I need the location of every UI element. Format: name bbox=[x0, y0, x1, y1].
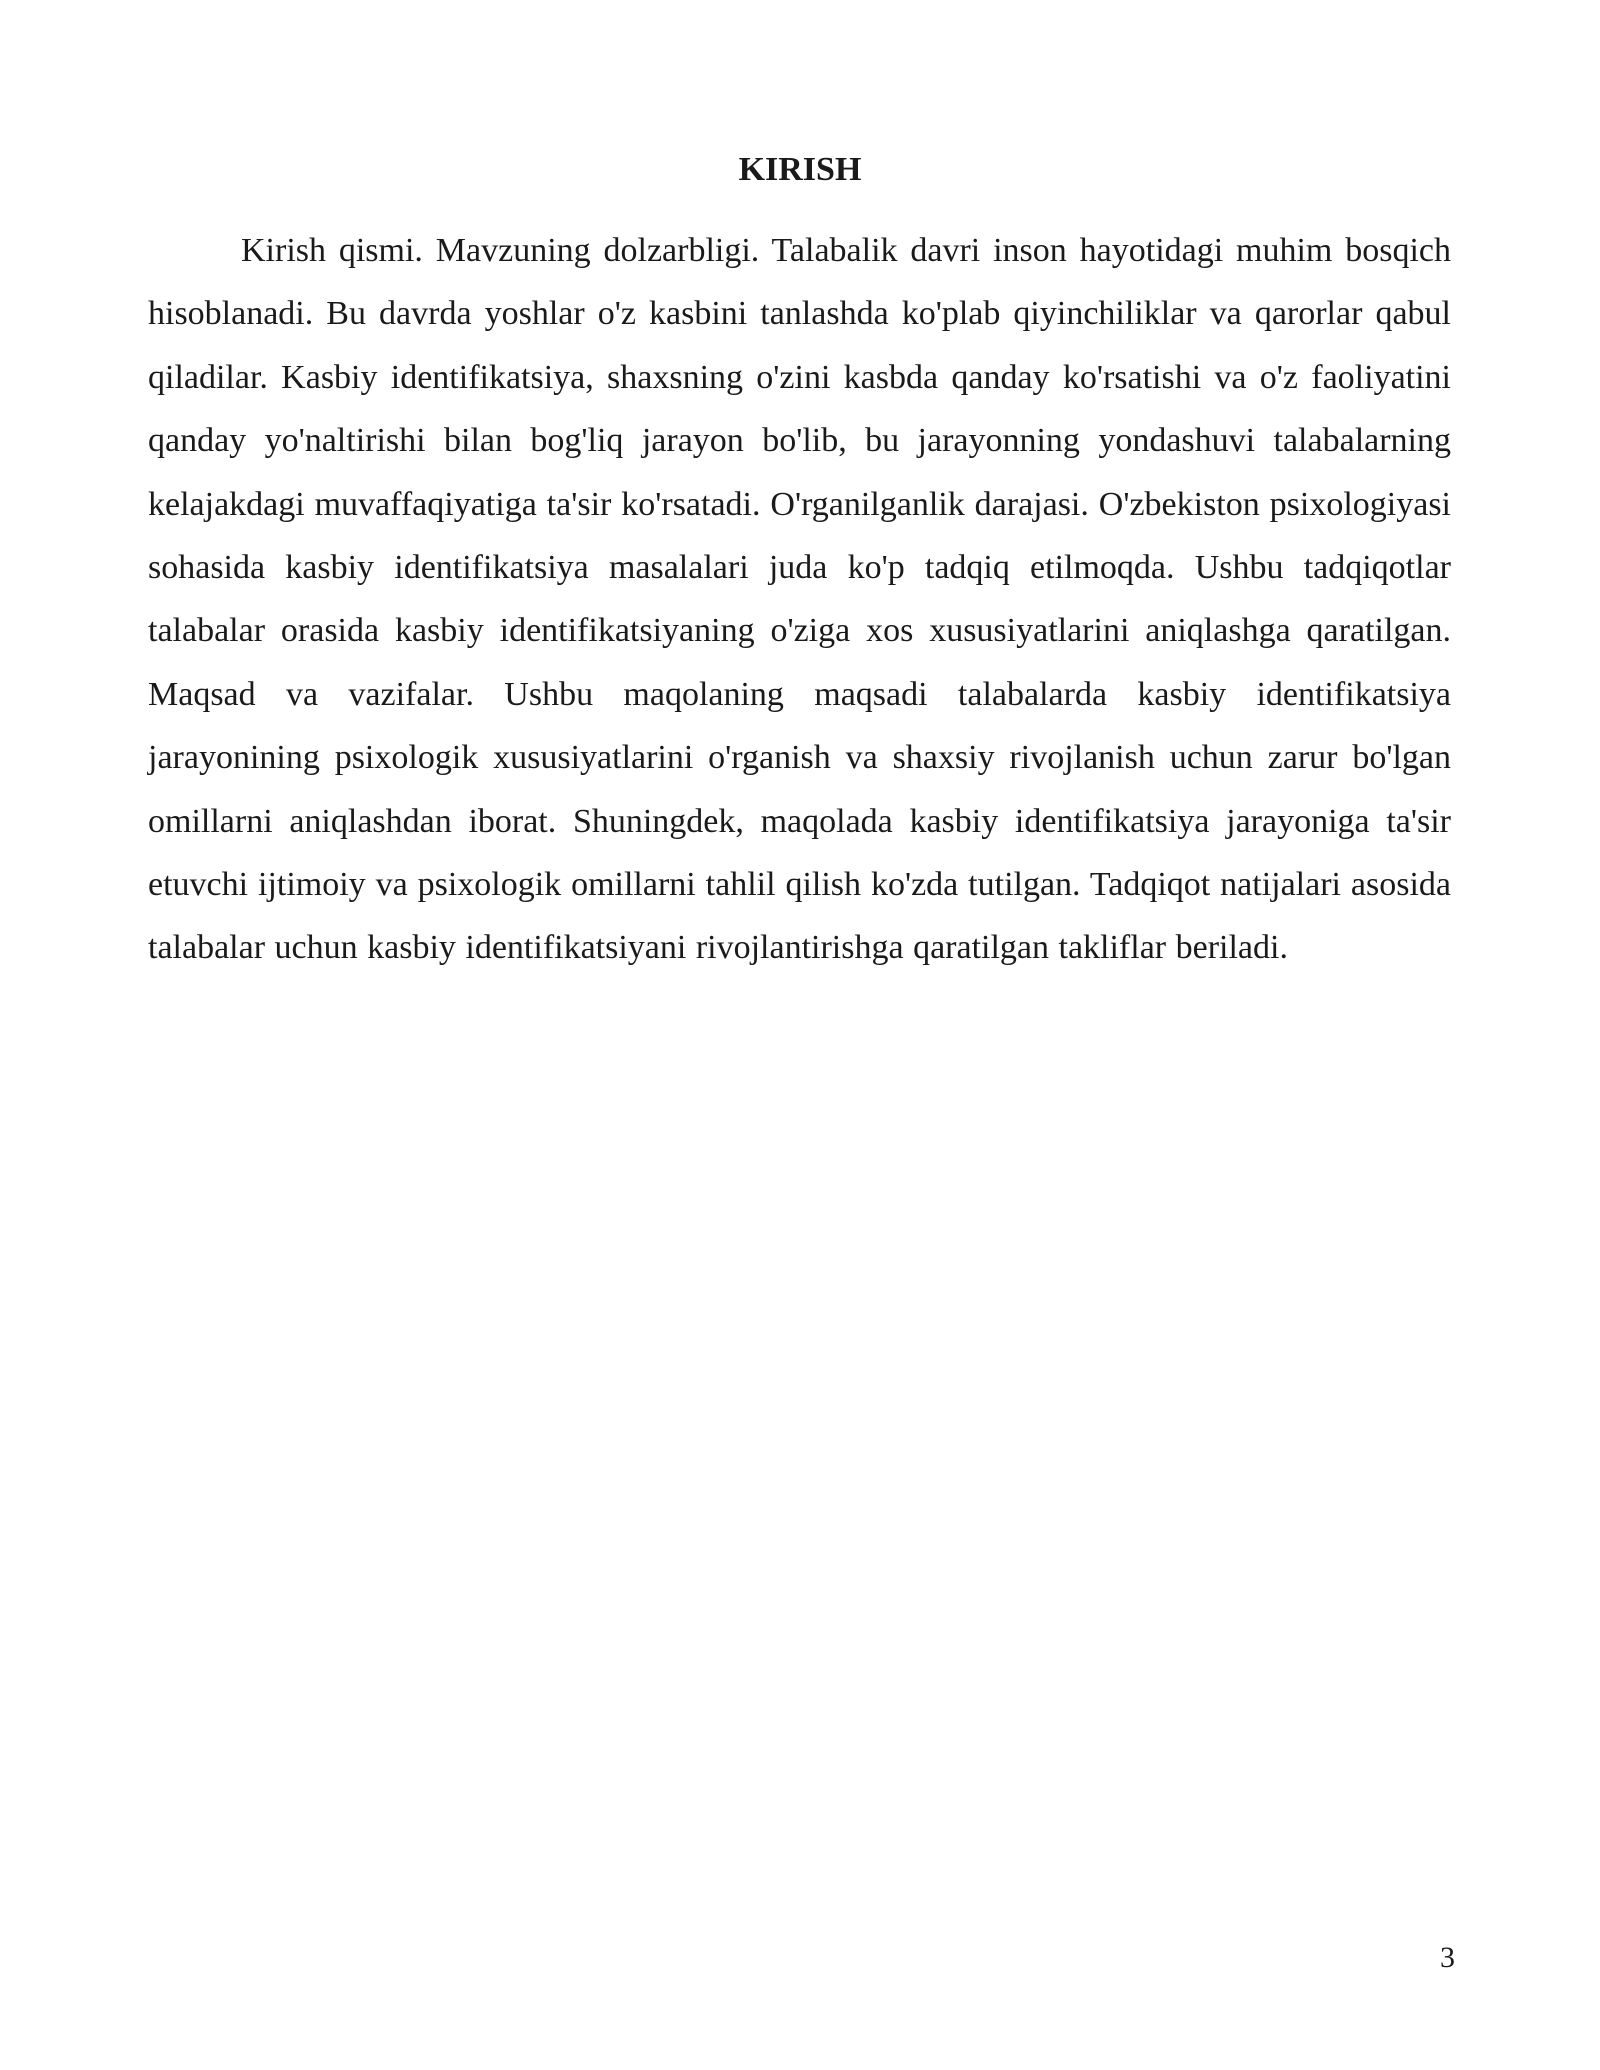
page-number: 3 bbox=[1440, 1941, 1455, 1974]
body-paragraph: Kirish qismi. Mavzuning dolzarbligi. Talabalik davri inson hayotidagi muhim bosqich hisoblanadi. Bu davrda yoshlar o'z kasbini tanlashda ko'plab qiyinchiliklar va qarorlar qabul qiladilar. Kasbiy identifikatsiya, shaxsning o'zini kasbda qanday ko'rsatishi va o'z faoliyatini qanday yo'naltirishi bilan bog'liq jarayon bo'lib, bu jarayonning yondashuvi talabalarning kelajakdagi muvaffaqiyatiga ta'sir ko'rsatadi. O'rganilganlik darajasi. O'zbekiston psixologiyasi sohasida kasbiy identifikatsiya masalalari juda ko'p tadqiq etilmoqda. Ushbu tadqiqotlar talabalar orasida kasbiy identifikatsiyaning o'ziga xos xususiyatlarini aniqlashga qaratilgan. Maqsad va vazifalar. Ushbu maqolaning maqsadi talabalarda kasbiy identifikatsiya jarayonining psixologik xususiyatlarini o'rganish va shaxsiy rivojlanish uchun zarur bo'lgan omillarni aniqlashdan iborat. Shuningdek, maqolada kasbiy identifikatsiya jarayoniga ta'sir etuvchi ijtimoiy va psixologik omillarni tahlil qilish ko'zda tutilgan. Tadqiqot natijalari asosida talabalar uchun kasbiy identifikatsiyani rivojlantirishga qaratilgan takliflar beriladi. bbox=[148, 232, 1451, 967]
section-heading: KIRISH bbox=[738, 151, 862, 188]
